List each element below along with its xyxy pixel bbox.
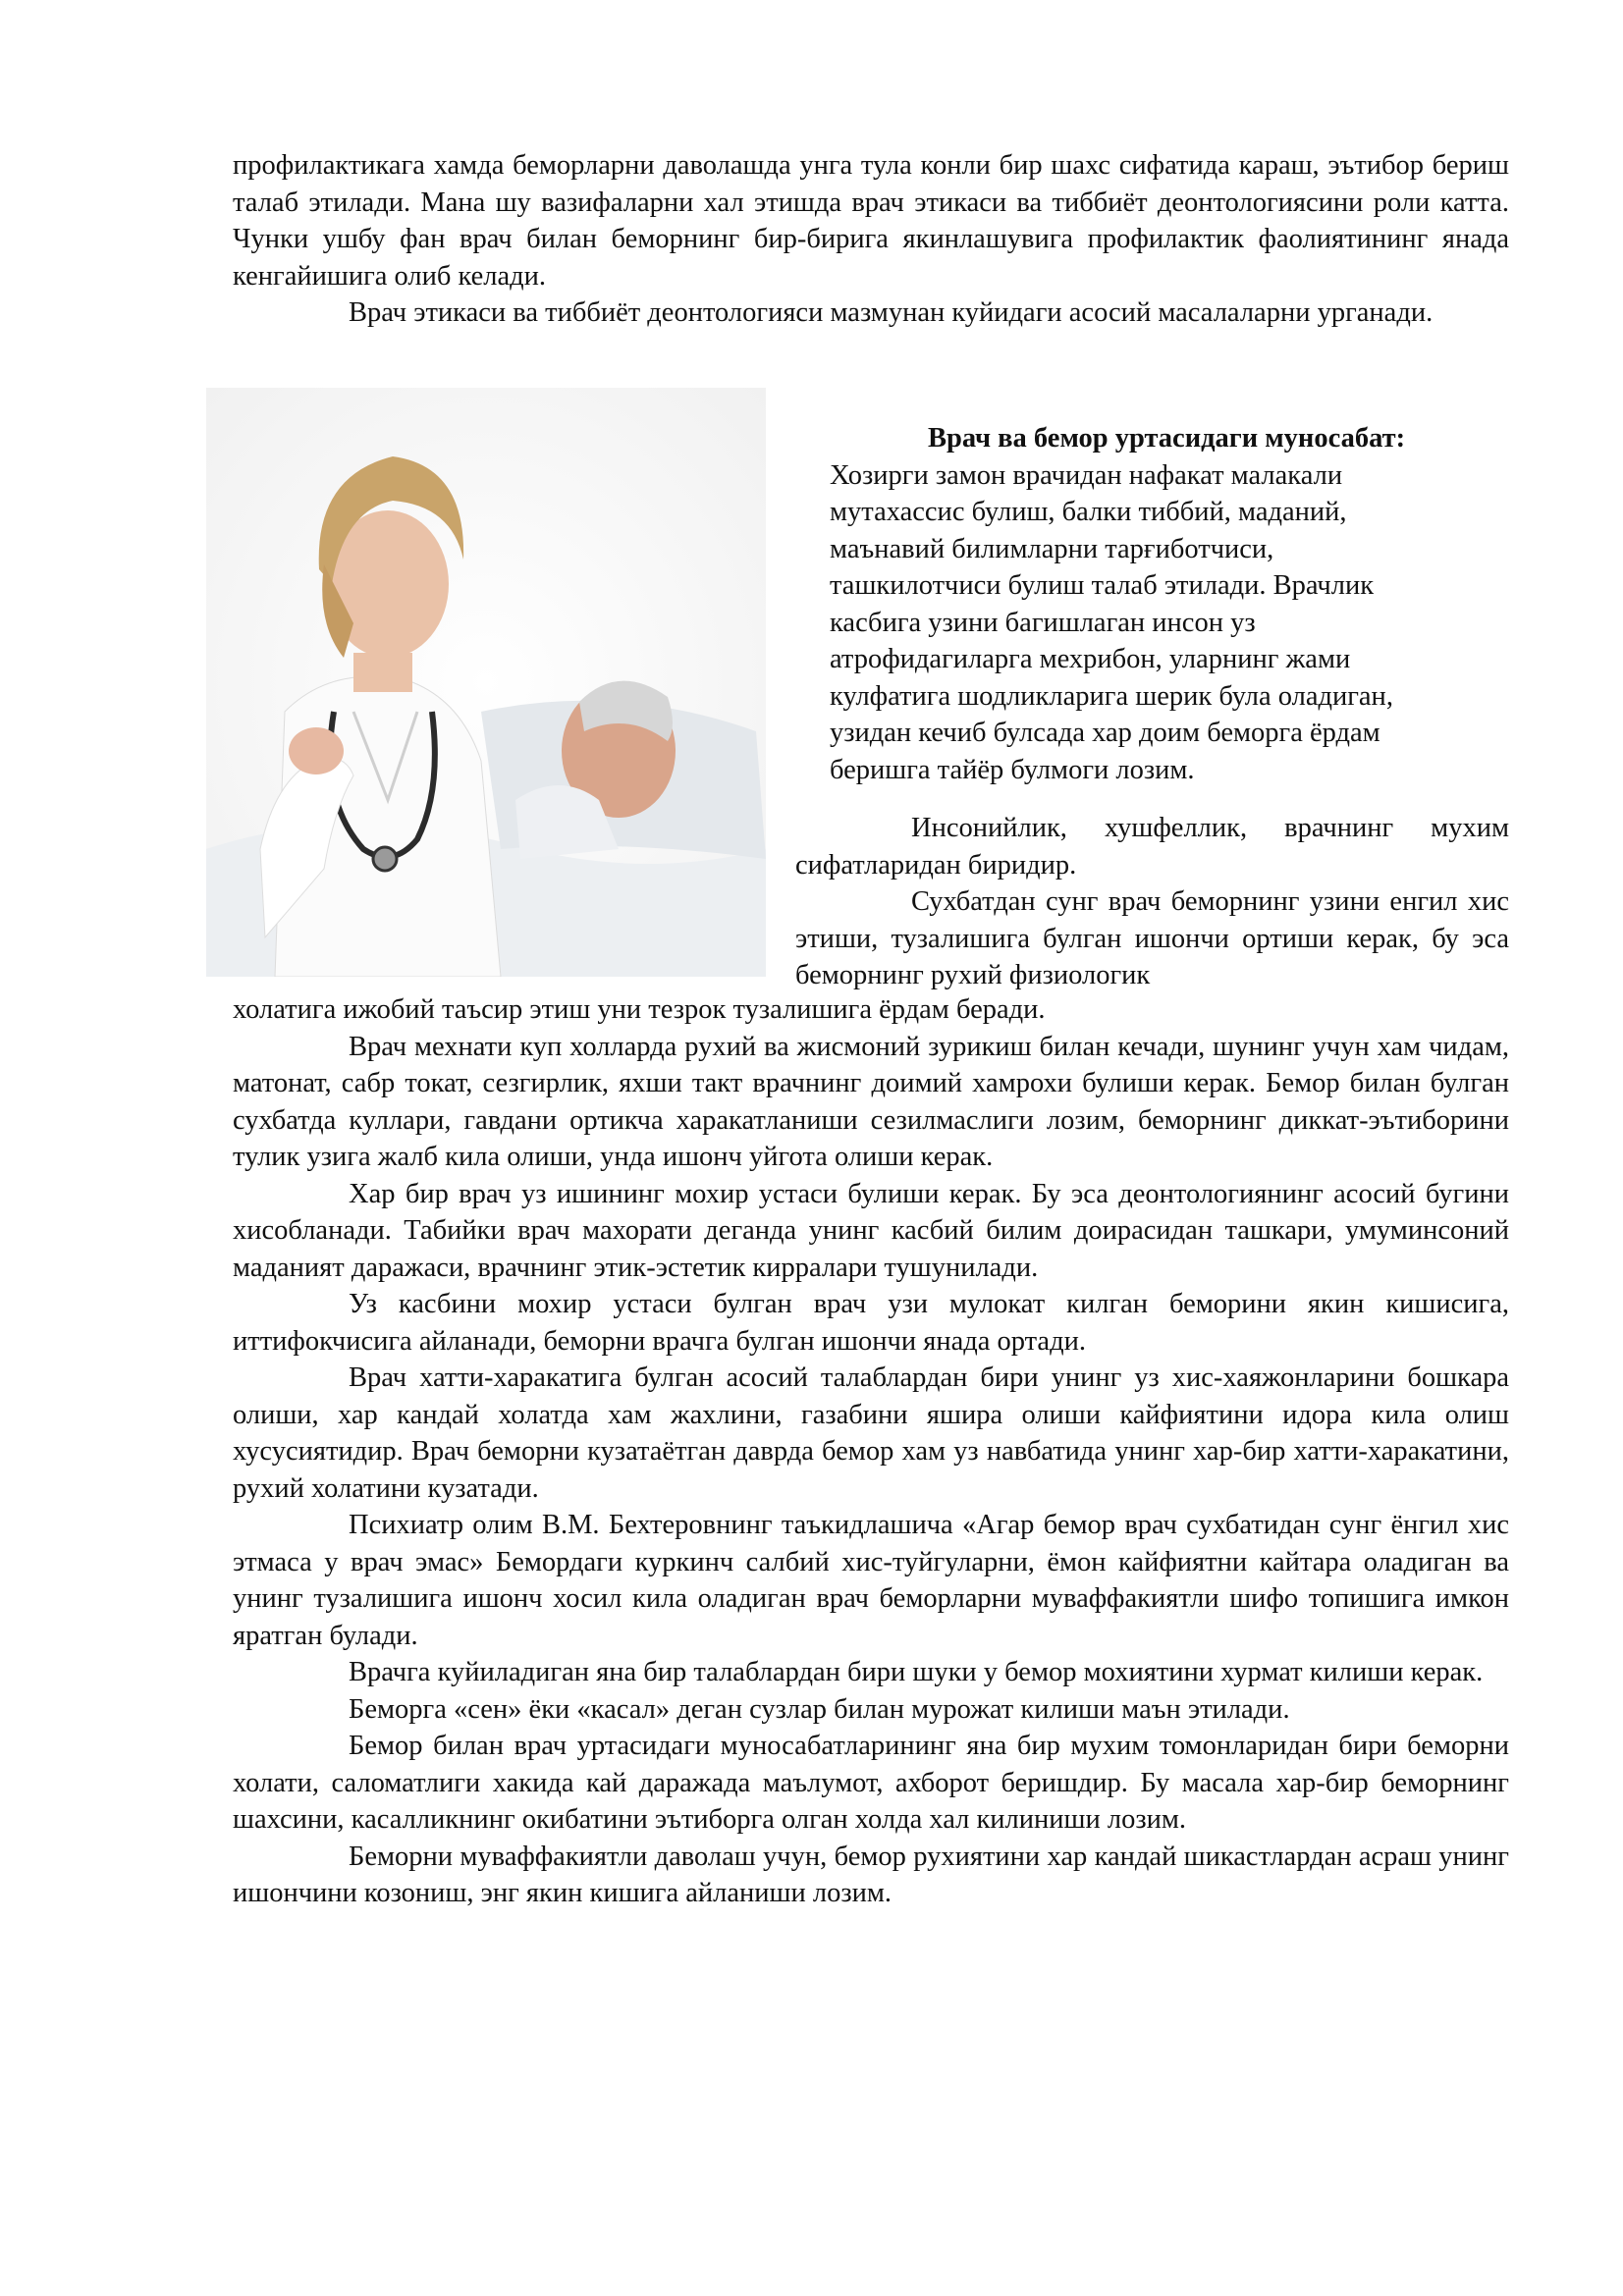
body-paragraph: Бемор билан врач уртасидаги муносабатларининг яна бир мухим томонларидан бири беморни холати, саломатлиги хакида кай даражада маълумот, ахборот беришдир. Бу масала хар-бир беморнинг шахсини, касалликнинг окибатини эътиборга олган холда хал килиниши лозим. [233, 1731, 1509, 1835]
intro-section [233, 147, 1509, 332]
humane-paragraph: Инсонийлик, хушфеллик, врачнинг мухим сифатларидан биридир. [795, 813, 1509, 881]
section-line: мутахассис булиш, балки тиббий, маданий, [830, 497, 1347, 527]
section-line: касбига узини багишлаган инсон уз [830, 607, 1256, 638]
body-paragraph: Врач мехнати куп холларда рухий ва жисмоний зурикиш билан кечади, шунинг учун хам чидам, матонат, сабр токат, сезгирлик, яхши такт врачнинг доимий хамрохи булиши керак. Бемор билан булган сухбатда куллари, гавдани ортикча харакатланиши сезилмаслиги лозим, беморнинг диккат-эътиборини тулик узига жалб кила олиши, унда ишонч уйгота олиши керак. [233, 1031, 1509, 1172]
section-line: атрофидагиларга мехрибон, уларнинг жами [830, 644, 1351, 674]
section-line: узидан кечиб булсада хар доим беморга ёрдам [830, 718, 1380, 748]
body-paragraph: Психиатр олим В.М. Бехтеровнинг таъкидлашича «Агар бемор врач сухбатидан сунг ёнгил хис этмаса у врач эмас» Бемордаги куркинч салбий хис-туйгуларни, ёмон кайфиятни кайтара оладиган ва унинг тузалишига ишонч хосил кила оладиган врач беморларни муваффакиятли шифо топишига имкон яратган булади. [233, 1510, 1509, 1651]
body-paragraph: Беморни муваффакиятли даволаш учун, бемор рухиятини хар кандай шикастлардан асраш унинг ишончини козониш, энг якин кишига айланиши лозим. [233, 1841, 1509, 1908]
section-narrow-text [795, 810, 1509, 994]
section-line: маънавий билимларни тарғиботчиси, [830, 533, 1274, 564]
section-line: беришга тайёр булмоги лозим. [830, 754, 1195, 785]
section-line: ташкилотчиси булиш талаб этилади. Врачлик [830, 570, 1375, 601]
doctor-patient-photo [206, 388, 766, 977]
body-paragraph: Врач хатти-харакатига булган асосий талаблардан бири унинг уз хис-хаяжонларини бошкара олиши, хар кандай холатда хам жахлини, газабини яшира олиши кайфиятини идора кила олиш хусусиятидир. Врач беморни кузатаётган даврда бемор хам уз навбатида унинг хар-бир хатти-харакатини, рухий холатини кузатади. [233, 1362, 1509, 1504]
section-heading: Врач ва бемор уртасидаги муносабат: [928, 423, 1406, 454]
section-right-column [830, 420, 1517, 788]
after-talk-paragraph-end: холатига ижобий таъсир этиш уни тезрок тузалишига ёрдам беради. [233, 994, 1046, 1025]
intro-paragraph-2: Врач этикаси ва тиббиёт деонтологияси мазмунан куйидаги асосий масалаларни урганади. [349, 297, 1434, 328]
body-section [233, 991, 1509, 1912]
after-talk-paragraph: Сухбатдан сунг врач беморнинг узини енгил хис этиши, тузалишига булган ишончи ортиши керак, бу эса беморнинг рухий физиологик [795, 886, 1509, 990]
body-paragraph: Беморга «сен» ёки «касал» деган сузлар билан мурожат килиши маън этилади. [349, 1693, 1290, 1725]
section-line: кулфатига шодликларига шерик була оладиган, [830, 680, 1393, 712]
intro-paragraph-1: профилактикага хамда беморларни даволашда унга тула конли бир шахс сифатида караш, эътибор бериш талаб этилади. Мана шу вазифаларни хал этишда врач этикаси ва тиббиёт деонтологиясини роли катта. Чунки ушбу фан врач билан беморнинг бир-бирига якинлашувига профилактик фаолиятининг янада кенгайишига олиб келади. [233, 150, 1509, 292]
body-paragraph: Уз касбини мохир устаси булган врач узи мулокат килган беморини якин кишисига, иттифокчисига айланади, беморни врачга булган ишончи янада ортади. [233, 1289, 1509, 1357]
body-paragraph: Врачга куйиладиган яна бир талаблардан бири шуки у бемор мохиятини хурмат килиши керак. [349, 1657, 1484, 1687]
section-line: Хозирги замон врачидан нафакат малакали [830, 459, 1343, 491]
body-paragraph: Хар бир врач уз ишининг мохир устаси булиши керак. Бу эса деонтологиянинг асосий бугини хисобланади. Табийки врач махорати деганда унинг касбий билим доирасидан ташкари, умуминсоний маданият даражаси, врачнинг этик-эстетик кирралари тушунилади. [233, 1178, 1509, 1283]
